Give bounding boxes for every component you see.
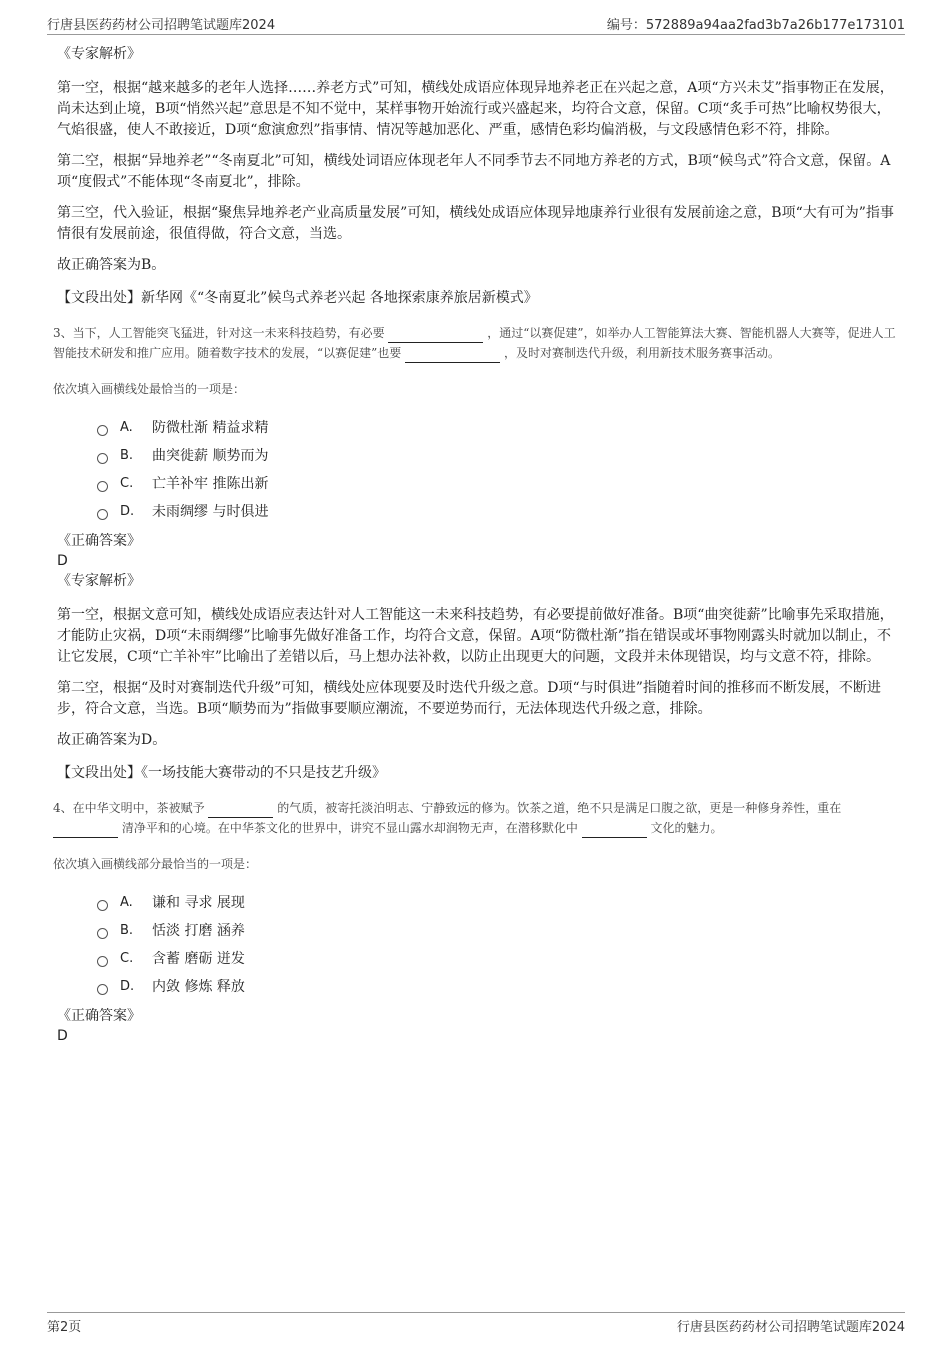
radio-icon[interactable] [97, 425, 108, 436]
analysis-conclusion: 故正确答案为B。 [57, 257, 166, 273]
radio-icon[interactable] [97, 928, 108, 939]
option-letter: C. [120, 475, 134, 491]
question-stem [53, 798, 902, 838]
correct-answer-label: 《正确答案》 [57, 533, 141, 549]
question-stem-part: 3、当下，人工智能突飞猛进，针对这一未来科技趋势，有必要 [53, 326, 385, 340]
question-stem-part: ，及时对赛制迭代升级，利用新技术服务赛事活动。 [503, 346, 780, 360]
options-list [57, 413, 902, 525]
header-title: 行唐县医药药材公司招聘笔试题库2024 [47, 18, 276, 33]
question-stem-part: 清净平和的心境。在中华茶文化的世界中，讲究不显山露水却润物无声，在潜移默化中 [121, 821, 578, 835]
question-stem-part: 的气质，被寄托淡泊明志、宁静致远的修为。饮茶之道，绝不只是满足口腹之欲，更是一种修身养性，重在 [277, 801, 842, 815]
radio-icon[interactable] [97, 984, 108, 995]
option-text: 防微杜渐 精益求精 [152, 420, 269, 436]
option-d[interactable] [57, 497, 902, 525]
option-letter: A. [120, 894, 133, 910]
question-instruction: 依次填入画横线处最恰当的一项是： [53, 382, 246, 396]
correct-answer: D [57, 1028, 68, 1044]
radio-icon[interactable] [97, 900, 108, 911]
question-stem-part: 文化的魅力。 [650, 821, 723, 835]
option-text: 恬淡 打磨 涵养 [152, 923, 245, 939]
page-footer [47, 1312, 905, 1335]
options-list [57, 888, 902, 1000]
correct-answer: D [57, 553, 68, 569]
option-b[interactable] [57, 916, 902, 944]
source-citation: 【文段出处】新华网《“冬南夏北”候鸟式养老兴起 各地探索康养旅居新模式》 [57, 290, 538, 306]
page-number: 第2页 [47, 1320, 82, 1335]
answer-blank [405, 348, 500, 363]
option-letter: C. [120, 950, 134, 966]
option-letter: A. [120, 419, 133, 435]
option-c[interactable] [57, 944, 902, 972]
answer-blank [388, 328, 483, 343]
analysis-paragraph: 第一空，根据文意可知，横线处成语应表达针对人工智能这一未来科技趋势，有必要提前做好准备。B项“曲突徙薪”比喻事先采取措施，才能防止灾祸，D项“未雨绸缪”比喻事先做好准备工作，均符合文意，保留。A项“防微杜渐”指在错误或坏事物刚露头时就加以制止，不让它发展，C项“亡羊补牢”比喻出了差错以后，马上想办法补救，以防止出现更大的问题，文段并未体现错误，均与文意不符，排除。 [57, 607, 894, 665]
option-letter: D. [120, 503, 135, 519]
option-text: 谦和 寻求 展现 [152, 895, 245, 911]
page-header [47, 12, 905, 35]
answer-blank [53, 823, 118, 838]
page-content [53, 44, 902, 1046]
question-stem-part: 4、在中华文明中，茶被赋予 [53, 801, 205, 815]
option-a[interactable] [57, 413, 902, 441]
analysis-paragraph: 第一空，根据“越来越多的老年人选择……养老方式”可知，横线处成语应体现异地养老正在兴起之意，A项“方兴未艾”指事物正在发展，尚未达到止境，B项“悄然兴起”意思是不知不觉中，某样事物开始流行或兴盛起来，均符合文意，保留。C项“炙手可热”比喻权势很大，气焰很盛，使人不敢接近，D项“愈演愈烈”指事情、情况等越加恶化、严重，感情色彩均偏消极，与文段感情色彩不符，排除。 [57, 80, 894, 138]
answer-blank [208, 803, 273, 818]
analysis-paragraph: 第三空，代入验证，根据“聚焦异地养老产业高质量发展”可知，横线处成语应体现异地康养行业很有发展前途之意，B项“大有可为”指事情很有发展前途，很值得做，符合文意，当选。 [57, 205, 894, 242]
option-text: 含蓄 磨砺 迸发 [152, 951, 245, 967]
expert-analysis-label: 《专家解析》 [57, 573, 141, 589]
option-c[interactable] [57, 469, 902, 497]
option-letter: B. [120, 447, 134, 463]
option-letter: B. [120, 922, 134, 938]
question-instruction: 依次填入画横线部分最恰当的一项是： [53, 857, 258, 871]
source-citation: 【文段出处】《一场技能大赛带动的不只是技艺升级》 [57, 765, 386, 781]
header-document-id: 编号：572889a94aa2fad3b7a26b177e173101 [606, 18, 905, 33]
footer-title: 行唐县医药药材公司招聘笔试题库2024 [676, 1320, 905, 1335]
option-a[interactable] [57, 888, 902, 916]
option-d[interactable] [57, 972, 902, 1000]
analysis-paragraph: 第二空，根据“及时对赛制迭代升级”可知，横线处应体现要及时迭代升级之意。D项“与时俱进”指随着时间的推移而不断发展，不断进步，符合文意，当选。B项“顺势而为”指做事要顺应潮流，不要逆势而行，无法体现迭代升级之意，排除。 [57, 680, 881, 717]
question-stem [53, 323, 902, 363]
option-letter: D. [120, 978, 135, 994]
radio-icon[interactable] [97, 956, 108, 967]
answer-blank [582, 823, 647, 838]
option-text: 亡羊补牢 推陈出新 [152, 476, 269, 492]
correct-answer-label: 《正确答案》 [57, 1008, 141, 1024]
radio-icon[interactable] [97, 509, 108, 520]
question-stem-part: ，通过“以赛促建”，如举办人工智能算法大赛、智能机器人大赛等，促进人工智能技术研发和推广应用。随着数字技术的发展，“以赛促建”也要 [53, 326, 896, 360]
option-text: 内敛 修炼 释放 [152, 979, 245, 995]
analysis-paragraph: 第二空，根据“异地养老”“冬南夏北”可知，横线处词语应体现老年人不同季节去不同地方养老的方式，B项“候鸟式”符合文意，保留。A项“度假式”不能体现“冬南夏北”，排除。 [57, 153, 891, 190]
option-text: 未雨绸缪 与时俱进 [152, 504, 269, 520]
radio-icon[interactable] [97, 453, 108, 464]
radio-icon[interactable] [97, 481, 108, 492]
option-text: 曲突徙薪 顺势而为 [152, 448, 269, 464]
expert-analysis-label: 《专家解析》 [57, 46, 141, 62]
option-b[interactable] [57, 441, 902, 469]
analysis-conclusion: 故正确答案为D。 [57, 732, 167, 748]
